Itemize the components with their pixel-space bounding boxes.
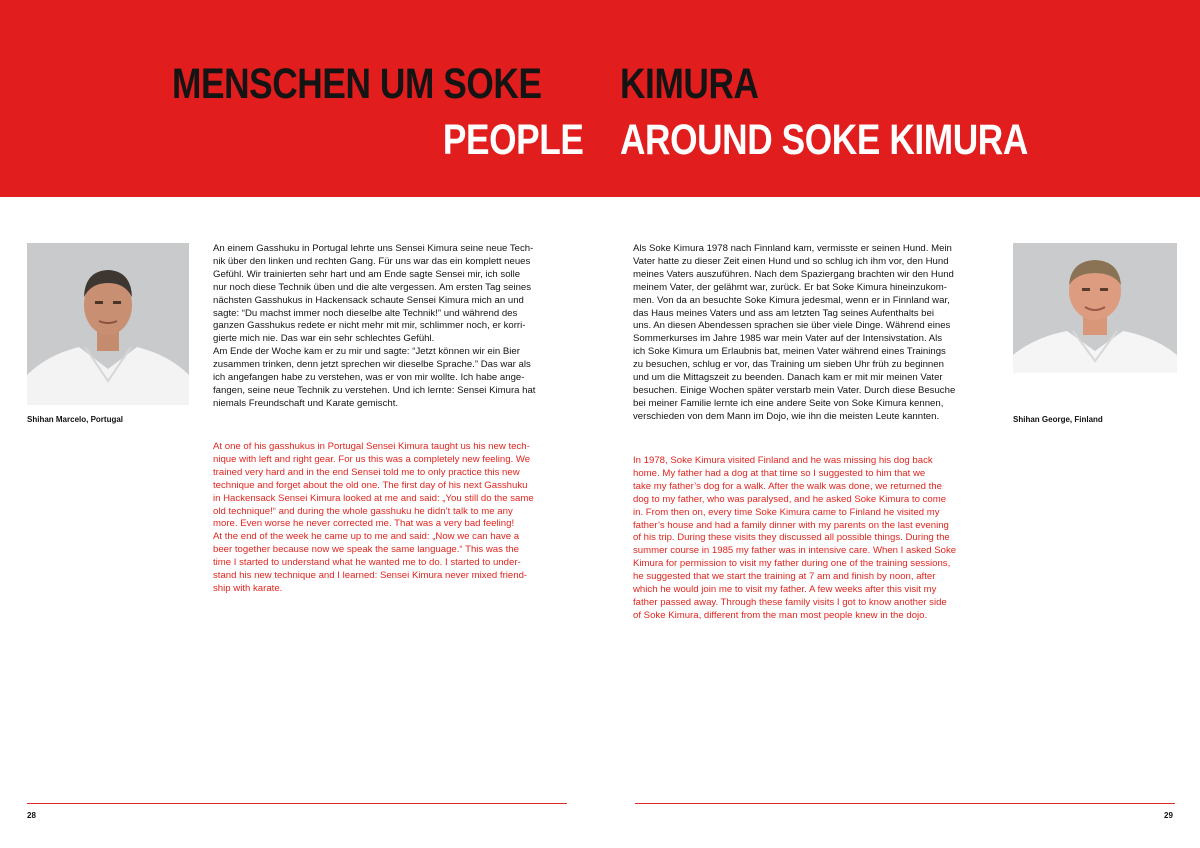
title-english-part1: PEOPLE [442, 116, 583, 164]
title-german-part1: MENSCHEN UM SOKE [172, 60, 542, 108]
photo-caption: Shihan Marcelo, Portugal [27, 415, 124, 424]
body-text-english: In 1978, Soke Kimura visited Finland and he was missing his dog back home. My father had a dog at that time so I suggested to him that we take my father’s dog for a walk. After the walk was done, we returned the dog to my father, who was paralysed, and he asked Soke Kimura to come in. From then on, every time Soke Kimura came to Finland he visited my father’s house and had a family dinner with my parents on the last evening of his trip. During these visits they discussed all possible things. During the summer course in 1985 my father was in intensive care. When I asked Soke Kimura for permission to visit my father during one of the training sessions, he suggested that we start the training at 7 am and finish by noon, after which he would join me to visit my father. A few weeks after this visit my father passed away. Through these family visits I got to know another side of Soke Kimura, different from the man most people knew in the dojo. [633, 455, 957, 621]
title-german-part2: KIMURA [620, 60, 759, 108]
footer-rule [27, 803, 567, 804]
title-banner [0, 0, 1200, 197]
page-number: 29 [1164, 811, 1173, 820]
page-number: 28 [27, 811, 36, 820]
photo-caption: Shihan George, Finland [1013, 415, 1103, 424]
title-english-part2: AROUND SOKE KIMURA [620, 116, 1028, 164]
footer-rule [635, 803, 1175, 804]
body-text-german: An einem Gasshuku in Portugal lehrte uns Sensei Kimura seine neue Tech- nik über den linken und rechten Gang. Für uns war das ein komplett neues Gefühl. Wir trainierten sehr hart und am Ende sagte Sensei mir, ich solle nur noch diese Technik üben und die alte vergessen. Am ersten Tag seines nächsten Gasshukus in Hackensack schaute Sensei Kimura mich an und sagte: “Du machst immer noch dieselbe alte Technik!” und während des ganzen Gasshukus redete er nicht mehr mit mir, schlimmer noch, er korri- gierte mich nie. Das war ein sehr schlechtes Gefühl. Am Ende der Woche kam er zu mir und sagte: “Jetzt können wir ein Bier zusammen trinken, denn jetzt sprechen wir dieselbe Sprache.” Das war als ich angefangen habe zu verstehen, was er von mir wollte. Ich habe ange- fangen, seine neue Technik zu verstehen. Und ich lernte: Sensei Kimura hat niemals Freundschaft und Karate gemischt. [213, 243, 536, 409]
portrait-photo-icon [1013, 243, 1177, 373]
portrait-photo-icon [27, 243, 189, 405]
body-text-english: At one of his gasshukus in Portugal Sensei Kimura taught us his new tech- nique with left and right gear. For us this was a completely new feeling. We trained very hard and in the end Sensei told me to only practice this new technique and forget about the old one. The first day of his next Gasshuku in Hackensack Sensei Kimura looked at me and said: „You still do the same old technique!“ and during the whole gasshuku he didn’t talk to me any more. Even worse he never corrected me. That was a very bad feeling! At the end of the week he came up to me and said: „Now we can have a beer together because now we speak the same language.“ This was the time I started to understand what he wanted me to do. I started to under- stand his new technique and I learned: Sensei Kimura never mixed friend- ship with karate. [213, 441, 534, 594]
body-text-german: Als Soke Kimura 1978 nach Finnland kam, vermisste er seinen Hund. Mein Vater hatte zu dieser Zeit einen Hund und so schlug ich ihm vor, den Hund meines Vaters auszuführen. Nach dem Spaziergang brachten wir den Hund meinem Vater, der gelähmt war, zurück. Er bat Soke Kimura hineinzukom- men. Von da an besuchte Soke Kimura jedesmal, wenn er in Finnland war, das Haus meines Vaters und ass am letzten Tag seines Aufenthalts bei uns. An diesen Abendessen sprachen sie über viele Dinge. Während eines Sommerkurses im Jahre 1985 war mein Vater auf der Intensivstation. Als ich Soke Kimura um Erlaubnis bat, meinen Vater während eines Trainings zu besuchen, schlug er vor, das Training um sieben Uhr früh zu beginnen und um die Mittagszeit zu beenden. Danach kam er mit mir meinen Vater besuchen. Einige Wochen später verstarb mein Vater. Durch diese Besuche bei meiner Familie lernte ich eine andere Seite von Soke Kimura kennen, verschieden von dem Mann im Dojo, wie ihn die meisten Leute kannten. [633, 243, 956, 422]
